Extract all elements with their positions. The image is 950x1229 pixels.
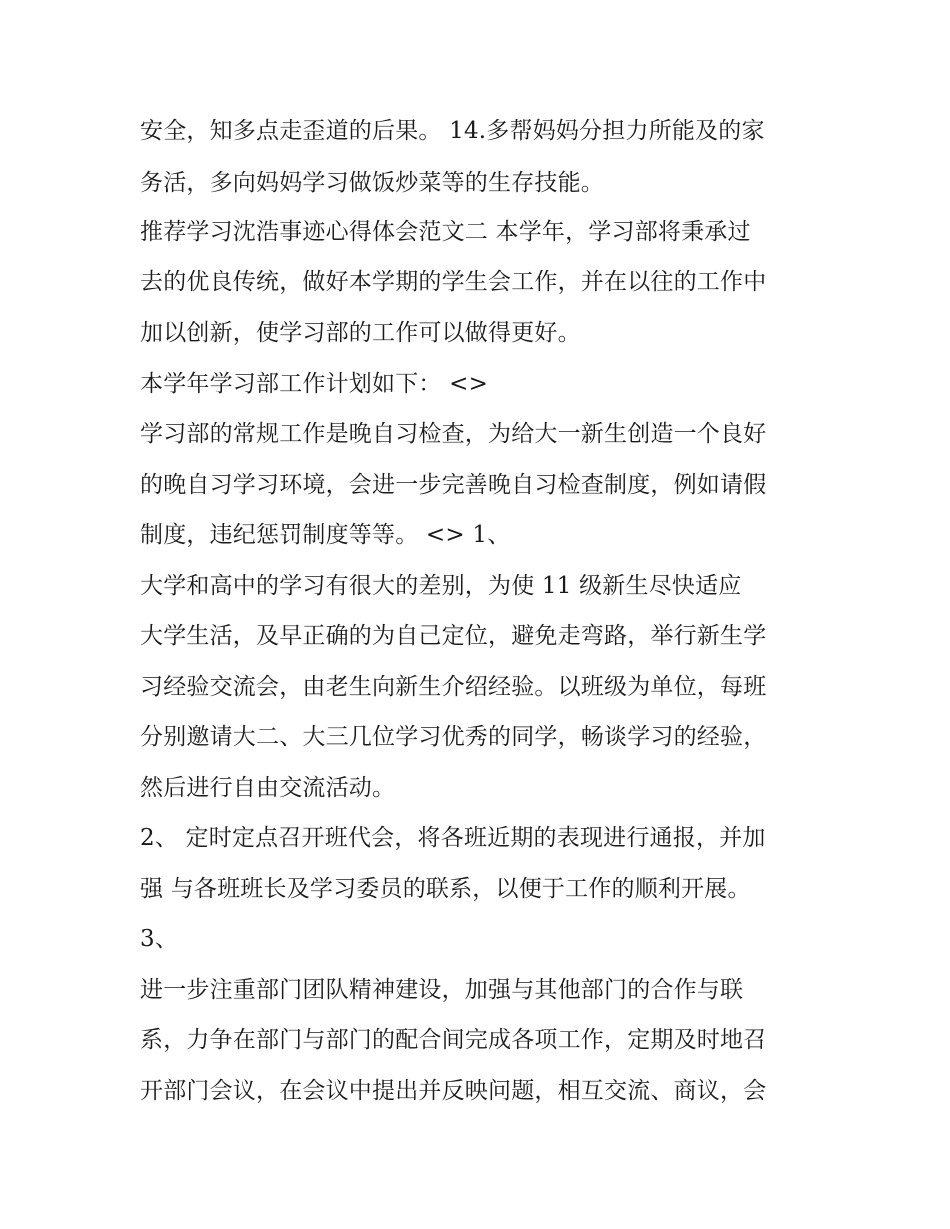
text-line: 制度，违纪惩罚制度等等。 <> 1、 <box>140 522 511 548</box>
text-line: 务活，多向妈妈学习做饭炒菜等的生存技能。 <box>140 170 604 196</box>
text-line: 大学和高中的学习有很大的差别，为使 11 级新生尽快适应 <box>140 573 742 599</box>
text-line: 强 与各班班长及学习委员的联系，以便于工作的顺利开展。 <box>140 876 751 902</box>
text-line: 安全，知多点走歪道的后果。 14.多帮妈妈分担力所能及的家 <box>140 118 765 144</box>
text-line: 的晚自习学习环境，会进一步完善晚自习检查制度，例如请假 <box>140 472 767 498</box>
text-line: 然后进行自由交流活动。 <box>140 775 396 801</box>
text-line: 去的优良传统，做好本学期的学生会工作，并在以往的工作中 <box>140 269 767 295</box>
text-line: 本学年学习部工作计划如下： <> <box>140 371 489 397</box>
text-line: 习经验交流会，由老生向新生介绍经验。以班级为单位，每班 <box>140 674 767 700</box>
text-line: 2、 定时定点召开班代会，将各班近期的表现进行通报，并加 <box>140 825 766 851</box>
text-line: 推荐学习沈浩事迹心得体会范文二 本学年，学习部将秉承过 <box>140 219 751 245</box>
text-line: 分别邀请大二、大三几位学习优秀的同学，畅谈学习的经验， <box>140 724 767 750</box>
text-line: 学习部的常规工作是晚自习检查，为给大一新生创造一个良好 <box>140 421 767 447</box>
text-line: 开部门会议，在会议中提出并反映问题，相互交流、商议，会 <box>140 1078 767 1104</box>
text-line: 大学生活，及早正确的为自己定位，避免走弯路，举行新生学 <box>140 623 767 649</box>
text-line: 3、 <box>140 926 179 952</box>
text-line: 系，力争在部门与部门的配合间完成各项工作，定期及时地召 <box>140 1027 767 1053</box>
text-line: 加以创新，使学习部的工作可以做得更好。 <box>140 320 581 346</box>
text-line: 进一步注重部门团队精神建设，加强与其他部门的合作与联 <box>140 977 744 1003</box>
